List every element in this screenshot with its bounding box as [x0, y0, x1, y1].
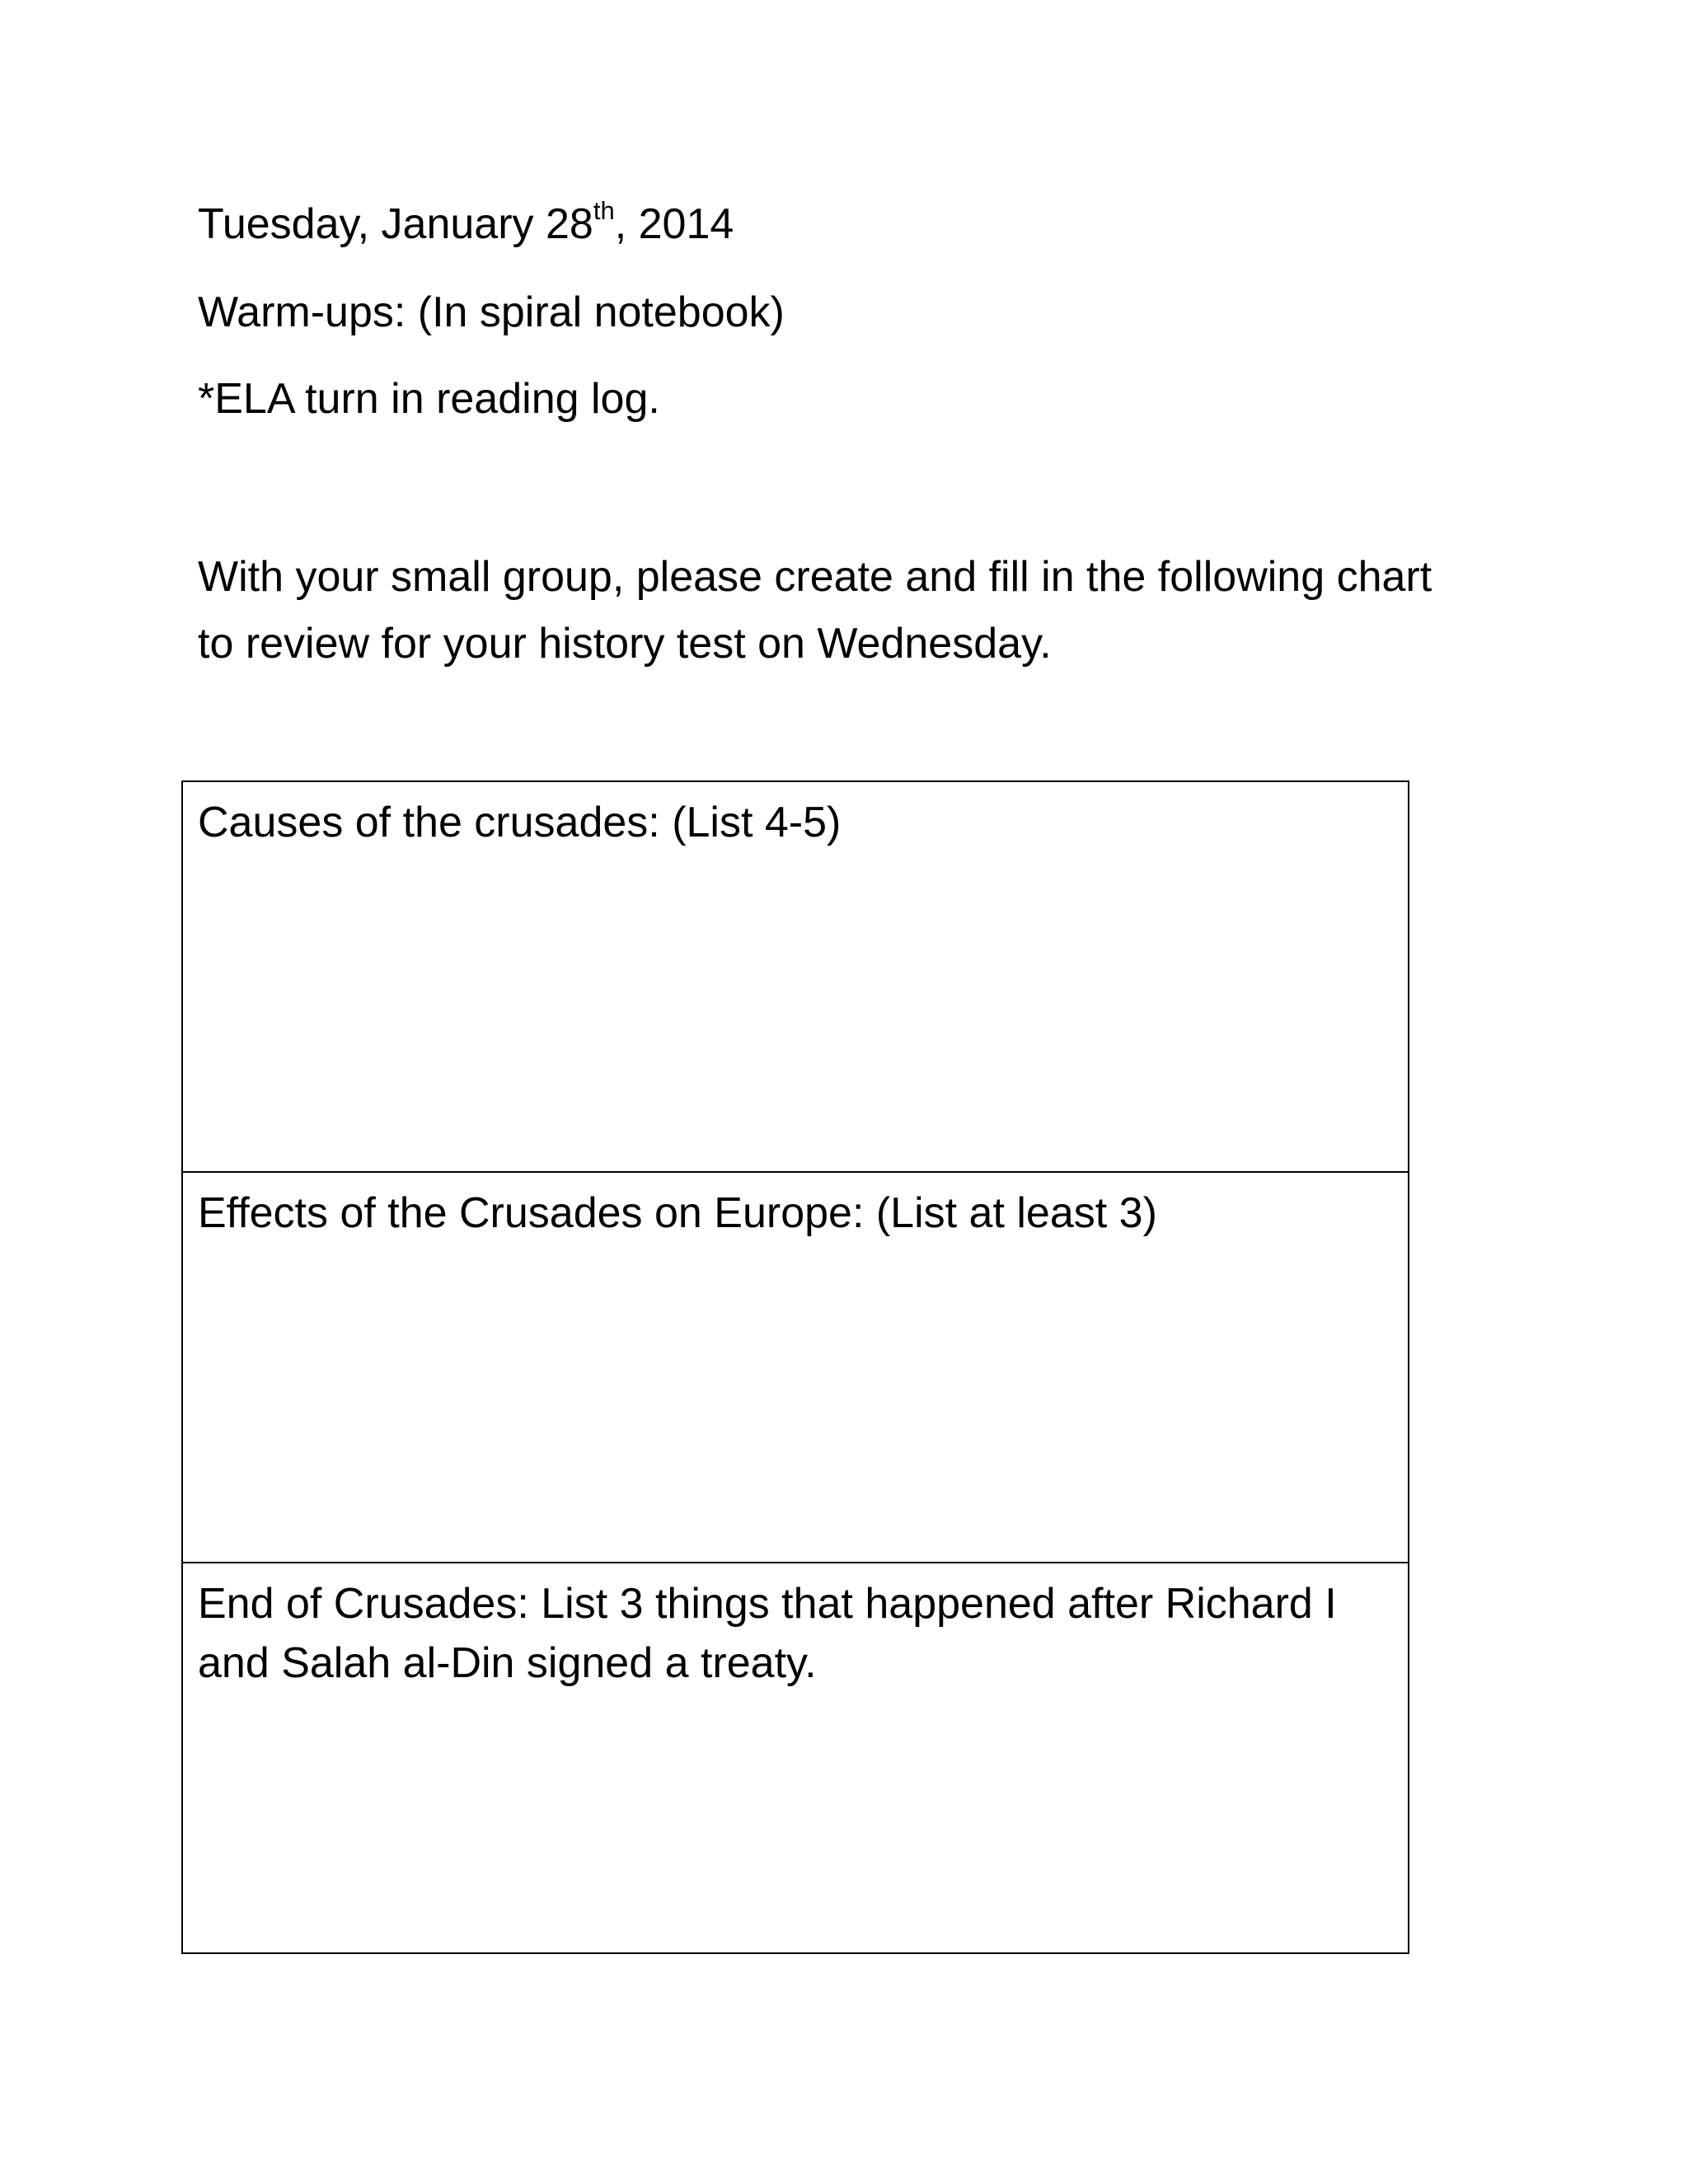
effects-cell: Effects of the Crusades on Europe: (List at least 3) [182, 1172, 1409, 1563]
instructions-paragraph: With your small group, please create and fill in the following chart to review for your history test on Wednesday. [198, 553, 1432, 668]
review-chart-table [181, 780, 1409, 1954]
date-heading [198, 196, 734, 248]
date-ordinal-suffix: th [593, 196, 615, 225]
chart-row [182, 781, 1409, 1172]
end-of-crusades-cell: End of Crusades: List 3 things that happened after Richard I and Salah al-Din signed a treaty. [182, 1563, 1409, 1953]
chart-row [182, 1563, 1409, 1953]
date-text: Tuesday, January 28 [198, 200, 593, 248]
ela-note: *ELA turn in reading log. [198, 375, 660, 423]
date-year: , 2014 [614, 200, 734, 248]
causes-cell: Causes of the crusades: (List 4-5) [182, 781, 1409, 1172]
warmups-line: Warm-ups: (In spiral notebook) [198, 288, 785, 336]
chart-row [182, 1172, 1409, 1563]
